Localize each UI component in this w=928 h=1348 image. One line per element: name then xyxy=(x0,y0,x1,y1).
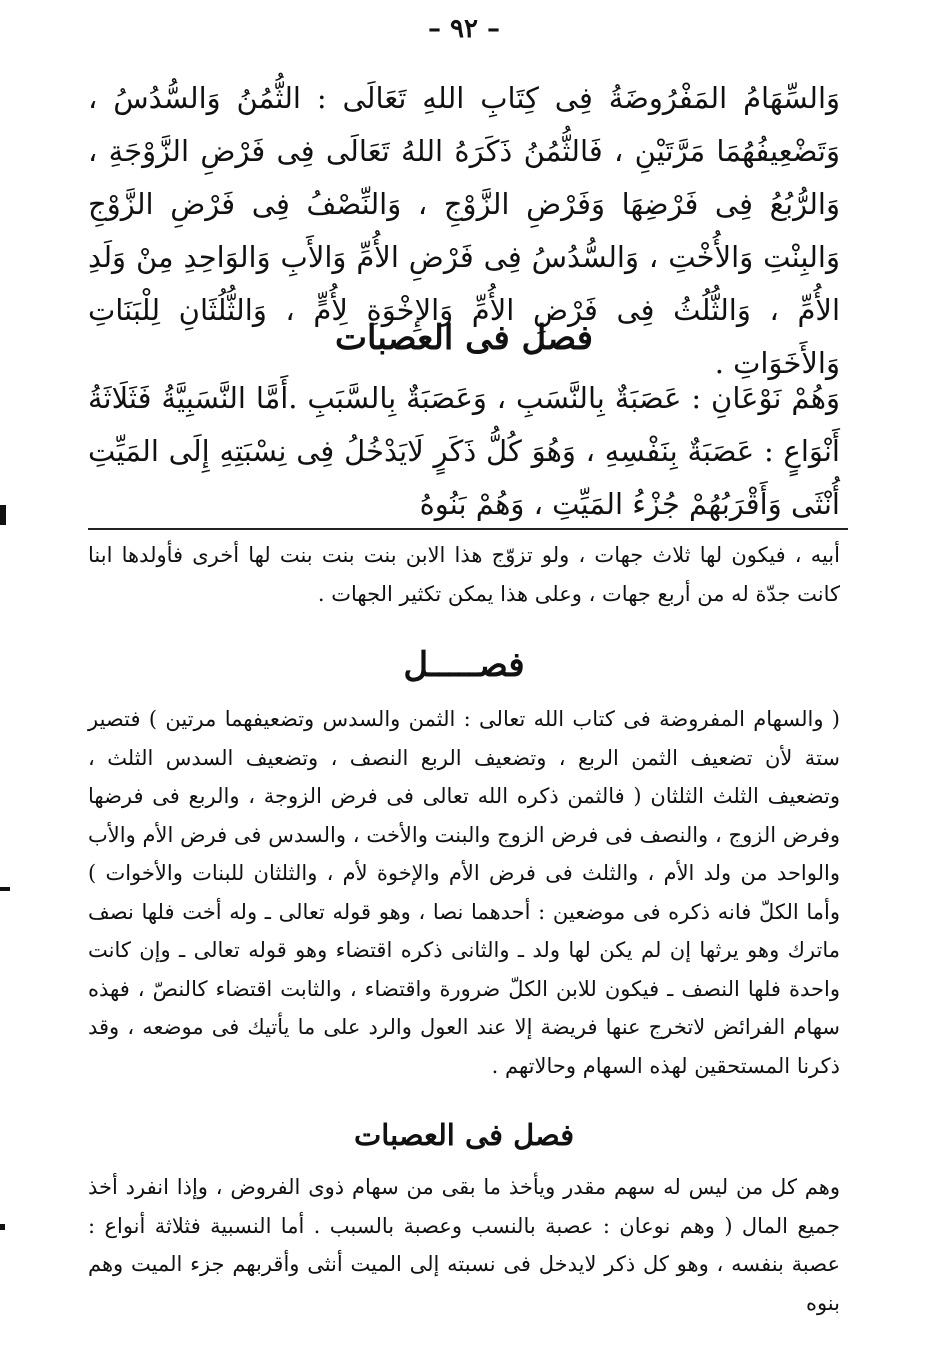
commentary-text: ( والسهام المفروضة فى كتاب الله تعالى : الثمن والسدس وتضعيفهما مرتين ) فتصير ستة لأن تضعيف الثمن الربع ، وتضعيف الربع النصف ، وتضعيف السدس الثلث ، وتضعيف الثلث الثلثان ( فالثمن ذكره الله تعالى فى فرض الزوجة ، والربع فى فرضها وفرض الزوج ، والنصف فى فرض الزوج والبنت والأخت ، والسدس فى فرض الأم والأب والواحد من ولد الأم ، والثلث فى فرض الأم والإخوة لأم ، والثلثان للبنات والأخوات ) وأما الكلّ فانه ذكره فى موضعين : أحدهما نصا ، وهو قوله تعالى ـ وله أخت فلها نصف ماترك وهو يرثها إن لم يكن لها ولد ـ والثانى ذكره اقتضاء وهو قوله تعالى ـ وإن كانت واحدة فلها النصف ـ فيكون للابن الكلّ ضرورة واقتضاء ، والثابت اقتضاء كالنصّ ، فهذه سهام الفرائض لاتخرج عنها فريضة إلا عند العول والرد على ما يأتيك فى موضعه ، وقد ذكرنا المستحقين لهذه السهام وحالاتهم . xyxy=(88,707,840,1078)
scan-edge-mark xyxy=(0,1224,5,1230)
page-number: – ٩٢ – xyxy=(427,14,501,44)
separator-line xyxy=(88,528,848,530)
scan-edge-mark xyxy=(0,887,10,891)
commentary-heading-asabat: فصل فى العصبات xyxy=(353,1118,575,1152)
matn-text: وَهُمْ نَوْعَانِ : عَصَبَةٌ بِالنَّسَبِ ، وَعَصَبَةٌ بِالسَّبَبِ .أَمَّا النَّسَبِيَّةُ فَثَلَاثَةُ أَنْوَاعٍ : عَصَبَةٌ بِنَفْسِهِ ، وَهُوَ كُلُّ ذَكَرٍ لَايَدْخُلُ فِى نِسْبَتِهِ إِلَى المَيِّتِ أُنْثَى وَأَقْرَبُهُمْ جُزْءُ المَيِّتِ ، وَهُمْ بَنُوهُ xyxy=(88,381,840,521)
commentary-text: وهم كل من ليس له سهم مقدر ويأخذ ما بقى من سهام ذوى الفروض ، وإذا انفرد أخذ جميع المال ( وهم نوعان : عصبة بالنسب وعصبة بالسبب . أما النسبية فثلاثة أنواع : عصبة بنفسه ، وهو كل ذكر لايدخل فى نسبته إلى الميت أنثى وأقربهم جزء الميت وهم بنوه xyxy=(88,1175,840,1315)
matn-text: وَالسِّهَامُ المَفْرُوضَةُ فِى كِتَابِ اللهِ تَعَالَى : الثُّمُنُ وَالسُّدُسُ ، وَتَضْعِيفُهُمَا مَرَّتَيْنِ ، فَالثُّمُنُ ذَكَرَهُ اللهُ تَعَالَى فِى فَرْضِ الزَّوْجَةِ ، وَالرُّبُعُ فِى فَرْضِهَا وَفَرْضِ الزَّوْجِ ، وَالنِّصْفُ فِى فَرْضِ الزَّوْجِ وَالبِنْتِ وَالأُخْتِ ، وَالسُّدُسُ فِى فَرْضِ الأُمِّ وَالأَبِ وَالوَاحِدِ مِنْ وَلَدِ الأُمِّ ، وَالثُّلُثُ فِى فَرْضِ الأُمِّ وَالإِخْوَةِ لِأُمٍّ ، وَالثُّلُثَانِ لِلْبَنَاتِ وَالأَخَوَاتِ . xyxy=(88,81,840,380)
commentary-text: أبيه ، فيكون لها ثلاث جهات ، ولو تزوّج هذا الابن بنت بنت بنت لها أخرى فأولدها ابنا كانت جدّة له من أربع جهات ، وعلى هذا يمكن تكثير الجهات . xyxy=(88,543,840,606)
section-heading-asabat: فصل فى العصبات xyxy=(334,318,594,358)
matn-paragraph-asabat xyxy=(88,372,840,531)
scan-edge-mark xyxy=(0,505,6,525)
commentary-paragraph-shares xyxy=(88,700,840,1085)
commentary-paragraph xyxy=(88,536,840,613)
commentary-heading-fasl: فصـــــل xyxy=(403,645,525,685)
commentary-paragraph-asabat xyxy=(88,1168,840,1322)
